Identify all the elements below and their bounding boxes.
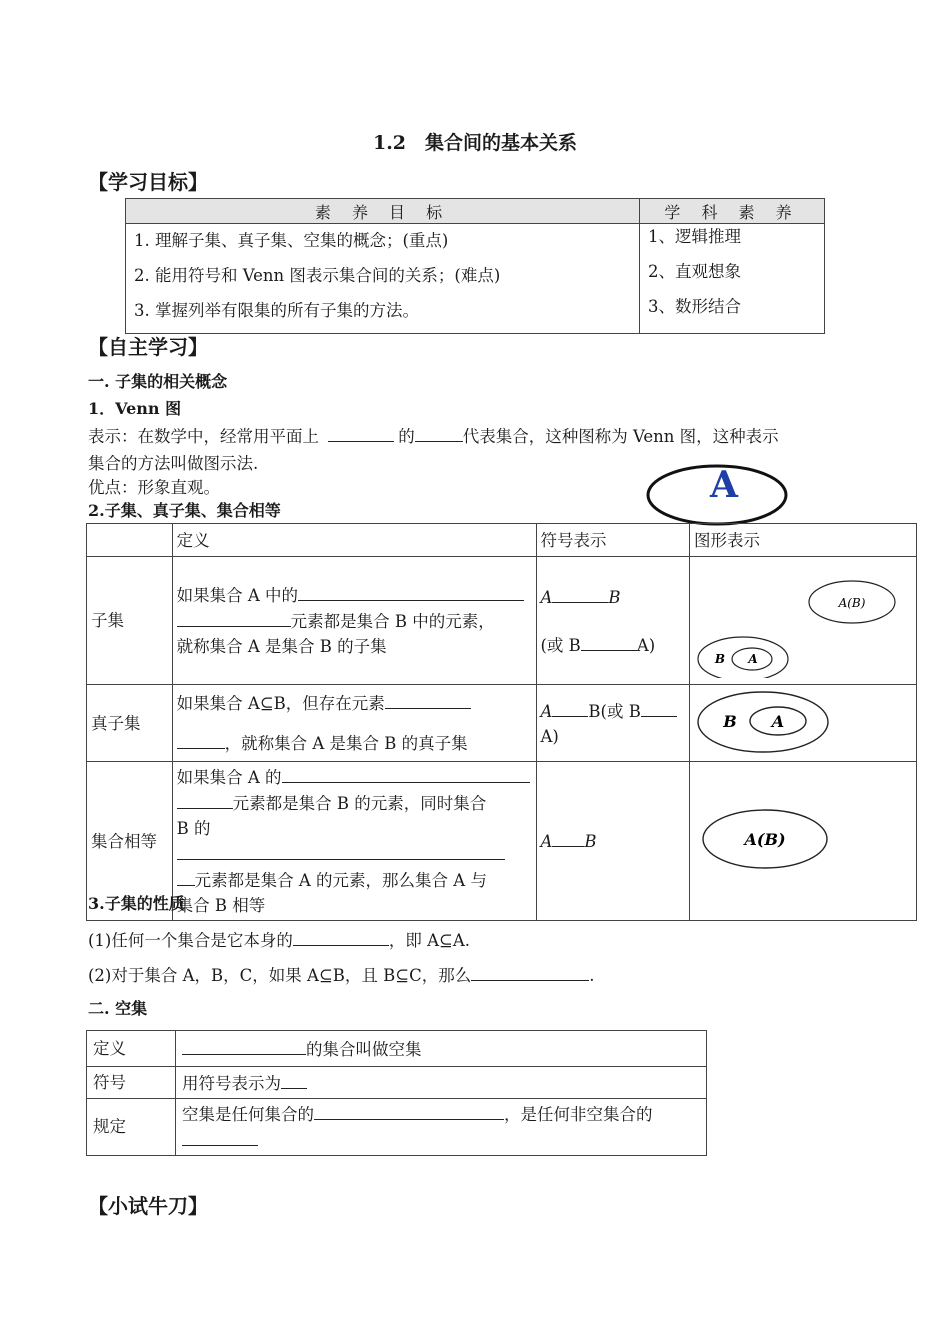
- proper-definition: 如果集合 A⊆B，但存在元素 ，就称集合 A 是集合 B 的真子集: [172, 685, 536, 762]
- venn-advantage: 优点：形象直观。: [88, 478, 220, 497]
- proper-blank-2[interactable]: [177, 730, 225, 749]
- equal-blank-3[interactable]: [177, 841, 505, 860]
- section-self-study-heading: 【自主学习】: [88, 335, 208, 359]
- goals-table: [125, 198, 825, 334]
- empty-blank-3[interactable]: [314, 1101, 504, 1120]
- literacy-cell: [640, 224, 825, 334]
- proper-symbol: A B(或 B A): [536, 685, 690, 762]
- subset-definition: 如果集合 A 中的 元素都是集合 B 中的元素， 就称集合 A 是集合 B 的子集: [172, 557, 536, 685]
- proper-symbol-blank-1[interactable]: [552, 698, 588, 717]
- table-row-equal: [87, 762, 917, 921]
- subset-outer-ellipse: [698, 637, 788, 681]
- venn-text-line1: 表示：在数学中，经常用平面上 的 代表集合，这种图称为 Venn 图，这种表示: [88, 423, 779, 447]
- subset-diagram: [690, 558, 916, 684]
- empty-text-definition: 的集合叫做空集: [176, 1031, 707, 1067]
- venn-heading: 1．Venn 图: [88, 399, 182, 418]
- part2-heading: 二. 空集: [88, 999, 148, 1018]
- subset-symbol-blank-1[interactable]: [552, 584, 608, 603]
- empty-blank-2[interactable]: [281, 1070, 307, 1089]
- header-definition: 定义: [172, 524, 536, 557]
- empty-label-symbol: 符号: [87, 1067, 176, 1099]
- equal-definition: 如果集合 A 的 元素都是集合 B 的元素，同时集合 B 的 元素都是集合 A 的元素，那么集合 A 与 集合 B 相等: [172, 762, 536, 921]
- subset-figure: [690, 557, 917, 685]
- empty-set-table: [86, 1030, 707, 1156]
- row-label-equal: 集合相等: [87, 762, 173, 921]
- proper-outer-label: B: [723, 712, 737, 731]
- literacy-item: 2、直观想象: [648, 262, 741, 281]
- property-blank-1[interactable]: [293, 927, 389, 946]
- proper-inner-label: A: [771, 712, 785, 731]
- subset-outer-label: B: [714, 651, 726, 666]
- header-symbol: 符号表示: [536, 524, 690, 557]
- venn-blank-1[interactable]: [328, 423, 394, 442]
- goal-item: 2. 能用符号和 Venn 图表示集合间的关系；(难点): [134, 266, 501, 285]
- table-row-proper-subset: [87, 685, 917, 762]
- venn-blank-2[interactable]: [415, 423, 463, 442]
- goal-item: 1. 理解子集、真子集、空集的概念；(重点): [134, 231, 449, 250]
- literacy-item: 3、数形结合: [648, 297, 741, 316]
- proper-outer-ellipse: [698, 692, 828, 752]
- venn-label: A: [710, 464, 738, 506]
- proper-diagram: [690, 686, 916, 760]
- subset-heading: 2.子集、真子集、集合相等: [88, 501, 281, 520]
- equal-diagram: [690, 779, 916, 903]
- equal-blank-1[interactable]: [282, 764, 530, 783]
- proper-blank-1[interactable]: [385, 690, 471, 709]
- equal-blank-4[interactable]: [177, 867, 195, 886]
- properties-heading: 3.子集的性质: [88, 894, 185, 913]
- literacy-col-header: 学 科 素 养: [640, 199, 825, 224]
- equal-blank-2[interactable]: [177, 790, 233, 809]
- section-trial-heading: 【小试牛刀】: [88, 1194, 208, 1218]
- venn-text-line2: 集合的方法叫做图示法.: [88, 454, 259, 473]
- section-goals-heading: 【学习目标】: [88, 170, 208, 194]
- proper-figure: [690, 685, 917, 762]
- row-label-subset: 子集: [87, 557, 173, 685]
- table-row-subset: [87, 557, 917, 685]
- property-1: (1)任何一个集合是它本身的 ，即 A⊆A.: [88, 927, 470, 951]
- equal-figure: [690, 762, 917, 921]
- goals-cell: [126, 224, 640, 334]
- subset-equal-label: A(B): [838, 595, 866, 610]
- subset-symbol: A B (或 B A): [536, 557, 690, 685]
- empty-row-rule: [87, 1099, 707, 1156]
- header-figure: 图形表示: [690, 524, 917, 557]
- subset-inner-label: A: [748, 651, 758, 666]
- subset-table: [86, 523, 917, 921]
- equal-label: A(B): [744, 830, 786, 849]
- property-blank-2[interactable]: [471, 962, 589, 981]
- empty-label-rule: 规定: [87, 1099, 176, 1156]
- venn-example-figure: [644, 462, 792, 528]
- empty-label-definition: 定义: [87, 1031, 176, 1067]
- proper-symbol-blank-2[interactable]: [641, 698, 677, 717]
- literacy-item: 1、逻辑推理: [648, 227, 741, 246]
- goals-col-header: 素 养 目 标: [126, 199, 640, 224]
- empty-row-symbol: [87, 1067, 707, 1099]
- row-label-proper: 真子集: [87, 685, 173, 762]
- empty-text-rule: 空集是任何集合的 ，是任何非空集合的: [176, 1099, 707, 1156]
- subset-blank-2[interactable]: [177, 608, 291, 627]
- subset-symbol-blank-2[interactable]: [581, 632, 637, 651]
- equal-symbol-blank[interactable]: [552, 828, 584, 847]
- page-title: 1.2 集合间的基本关系: [372, 132, 578, 154]
- part1-heading: 一. 子集的相关概念: [88, 372, 228, 391]
- empty-blank-4[interactable]: [182, 1127, 258, 1146]
- empty-row-definition: [87, 1031, 707, 1067]
- property-2: (2)对于集合 A，B，C，如果 A⊆B，且 B⊆C，那么 .: [88, 962, 594, 986]
- empty-blank-1[interactable]: [182, 1036, 306, 1055]
- subset-blank-1[interactable]: [298, 582, 524, 601]
- empty-text-symbol: 用符号表示为: [176, 1067, 707, 1099]
- equal-symbol: A B: [536, 762, 690, 921]
- goal-item: 3. 掌握列举有限集的所有子集的方法。: [134, 301, 419, 320]
- header-empty: [87, 524, 173, 557]
